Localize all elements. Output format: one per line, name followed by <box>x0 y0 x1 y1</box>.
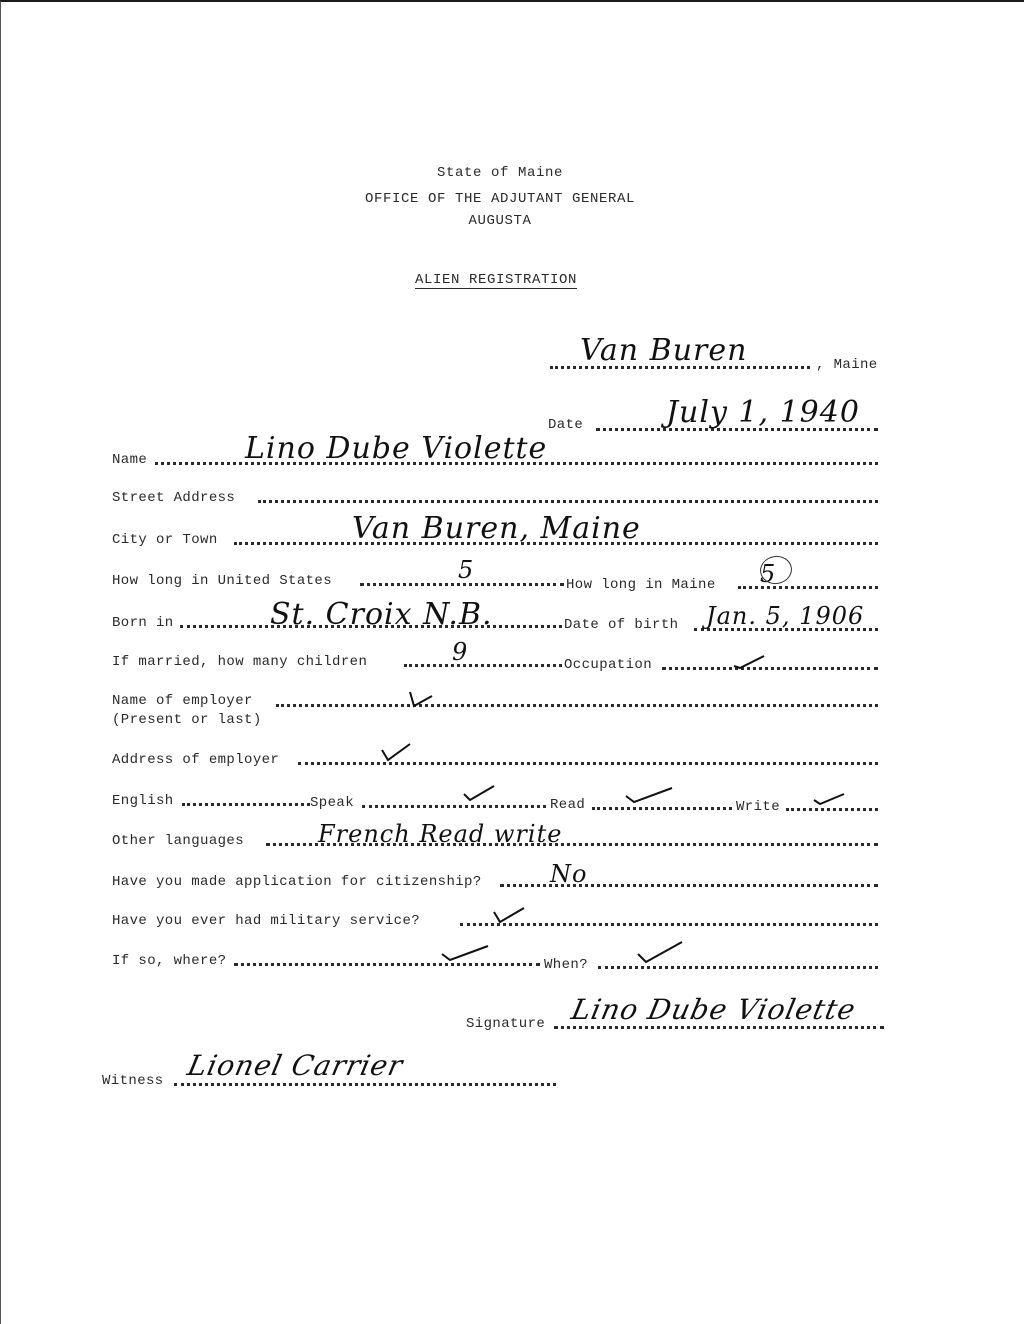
occupation-line <box>662 667 878 670</box>
how-long-maine-line <box>738 586 878 589</box>
born-in-label: Born in <box>112 615 174 631</box>
street-address-line <box>258 500 878 503</box>
how-long-maine-handwritten: 5 <box>760 560 777 588</box>
how-long-maine-label: How long in Maine <box>566 577 716 593</box>
date-of-birth-handwritten: Jan. 5, 1906 <box>706 602 865 630</box>
other-languages-label: Other languages <box>112 833 245 849</box>
speak-check-mark <box>462 784 496 802</box>
children-line <box>404 664 562 667</box>
signature-handwritten: Lino Dube Violette <box>568 993 859 1026</box>
how-long-us-label: How long in United States <box>112 573 333 589</box>
citizenship-handwritten: No <box>550 860 588 888</box>
write-check-mark <box>812 790 846 808</box>
employer-address-label: Address of employer <box>112 752 280 768</box>
header-office: OFFICE OF THE ADJUTANT GENERAL <box>364 191 636 207</box>
read-label: Read <box>550 797 586 813</box>
occupation-check-mark <box>732 652 766 670</box>
children-handwritten: 9 <box>452 638 469 666</box>
speak-label: Speak <box>310 795 355 811</box>
name-label: Name <box>112 452 148 468</box>
where-check-mark <box>440 942 474 960</box>
write-label: Write <box>736 799 781 815</box>
write-line <box>786 808 878 811</box>
form-title: ALIEN REGISTRATION <box>414 272 578 288</box>
witness-handwritten: Lionel Carrier <box>184 1049 407 1082</box>
english-label: English <box>112 793 174 809</box>
where-label: If so, where? <box>112 953 227 969</box>
location-handwritten: Van Buren <box>580 333 748 368</box>
when-check-mark <box>636 940 670 958</box>
read-line <box>592 807 732 810</box>
citizenship-label: Have you made application for citizenship? <box>112 874 482 890</box>
name-handwritten: Lino Dube Violette <box>245 431 548 466</box>
where-line <box>234 963 540 966</box>
date-of-birth-label: Date of birth <box>564 617 679 633</box>
employer-address-line <box>298 762 878 765</box>
employer-name-sublabel: (Present or last) <box>112 712 262 728</box>
when-line <box>598 966 878 969</box>
city-label: City or Town <box>112 532 218 548</box>
signature-label: Signature <box>466 1016 546 1032</box>
military-label: Have you ever had military service? <box>112 913 421 929</box>
date-label: Date <box>548 417 584 433</box>
witness-line <box>174 1083 556 1086</box>
children-label: If married, how many children <box>112 654 368 670</box>
header-city: AUGUSTA <box>468 213 532 229</box>
occupation-label: Occupation <box>564 657 653 673</box>
street-address-label: Street Address <box>112 490 236 506</box>
how-long-us-handwritten: 5 <box>458 556 475 584</box>
read-check-mark <box>624 786 658 804</box>
city-handwritten: Van Buren, Maine <box>352 511 641 546</box>
other-languages-handwritten: French Read write <box>318 820 563 848</box>
speak-line <box>362 805 546 808</box>
employer-name-line <box>276 704 878 707</box>
signature-line <box>554 1026 884 1029</box>
military-check-mark <box>492 906 526 924</box>
english-line <box>182 803 310 806</box>
location-suffix: , Maine <box>816 357 878 373</box>
when-label: When? <box>544 957 589 973</box>
employer-address-check-mark <box>380 742 414 760</box>
date-handwritten: July 1, 1940 <box>666 395 860 430</box>
header-state: State of Maine <box>436 165 564 181</box>
witness-label: Witness <box>102 1073 164 1089</box>
employer-name-label: Name of employer <box>112 693 253 709</box>
born-in-handwritten: St. Croix N.B. <box>270 597 493 632</box>
employer-name-check-mark <box>406 690 440 708</box>
